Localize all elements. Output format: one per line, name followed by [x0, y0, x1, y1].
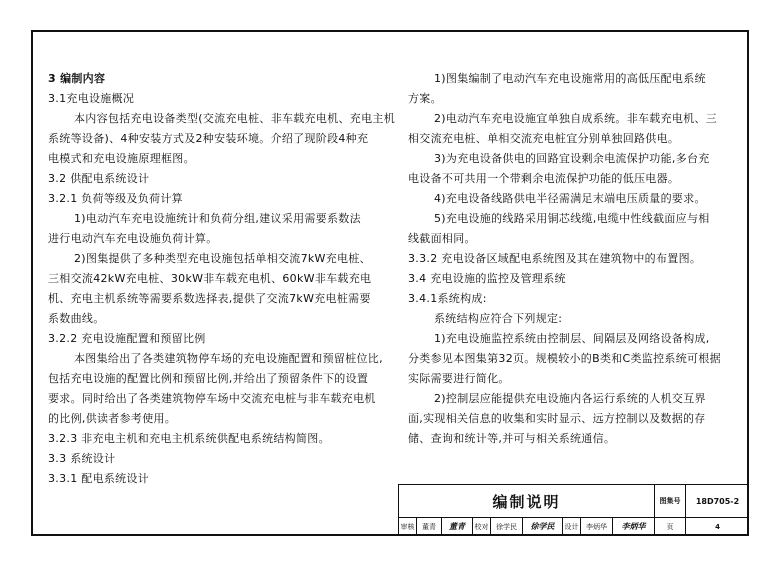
left-line: 电模式和充电设施原理框图。 [48, 152, 195, 165]
right-line: 相交流充电桩、单相交流充电桩宜分别单独回路供电。 [408, 132, 680, 145]
left-line: 3.2.2 充电设施配置和预留比例 [48, 332, 206, 345]
left-line: 系统等设备)、4种安装方式及2种安装环境。介绍了现阶段4种充 [48, 132, 369, 145]
left-line: 3.2.3 非充电主机和充电主机系统供配电系统结构简图。 [48, 432, 330, 445]
left-line: 3.2.1 负荷等级及负荷计算 [48, 192, 183, 205]
left-line: 的比例,供读者参考使用。 [48, 412, 177, 425]
right-column [408, 69, 735, 449]
left-line: 机、充电主机系统等需要系数选择表,提供了交流7kW充电桩需要 [48, 292, 371, 305]
right-line: 分类参见本图集第32页。规模较小的B类和C类监控系统可根据 [408, 352, 721, 365]
right-line: 1)充电设施监控系统由控制层、间隔层及网络设备构成, [434, 332, 710, 345]
right-text-lines [408, 69, 735, 449]
right-line: 方案。 [408, 92, 442, 105]
right-line: 3.3.2 充电设备区域配电系统图及其在建筑物中的布置图。 [408, 252, 702, 265]
right-line: 1)图集编制了电动汽车充电设施常用的高低压配电系统 [434, 72, 706, 85]
left-line: 进行电动汽车充电设施负荷计算。 [48, 232, 218, 245]
checker-name: 徐学民 [491, 518, 523, 535]
left-text-lines [48, 89, 393, 489]
left-line: 三相交流42kW充电桩、30kW非车载充电机、60kW非车载充电 [48, 272, 372, 285]
approval-row [399, 518, 749, 535]
right-line: 2)电动汽车充电设施宜单独自成系统。非车载充电机、三 [434, 112, 718, 125]
atlas-number: 18D705-2 [686, 485, 749, 518]
left-line: 本内容包括充电设备类型(交流充电桩、非车载充电机、充电主机 [74, 112, 395, 125]
right-line: 实际需要进行简化。 [408, 372, 510, 385]
left-line: 3.3 系统设计 [48, 452, 116, 465]
right-line: 线截面相同。 [408, 232, 476, 245]
right-line: 电设备不可共用一个带剩余电流保护功能的低压电器。 [408, 172, 680, 185]
checker-signature: 徐学民 [523, 518, 563, 535]
design-label: 设计 [563, 518, 581, 535]
designer-signature: 李炳华 [613, 518, 655, 535]
left-column [48, 69, 393, 489]
left-line: 系数曲线。 [48, 312, 105, 325]
title-block-title: 编制说明 [399, 485, 655, 518]
page-label: 页 [655, 518, 686, 535]
right-line: 2)控制层应能提供充电设施内各运行系统的人机交互界 [434, 392, 706, 405]
left-line: 2)图集提供了多种类型充电设施包括单相交流7kW充电桩、 [74, 252, 371, 265]
right-line: 3.4 充电设施的监控及管理系统 [408, 272, 566, 285]
reviewer-name: 董青 [417, 518, 442, 535]
designer-name: 李炳华 [581, 518, 613, 535]
left-line: 本图集给出了各类建筑物停车场的充电设施配置和预留桩位比, [74, 352, 383, 365]
right-line: 3.4.1系统构成: [408, 292, 487, 305]
section-title: 3 编制内容 [48, 72, 106, 85]
left-line: 3.2 供配电系统设计 [48, 172, 150, 185]
left-line: 1)电动汽车充电设施统计和负荷分组,建议采用需要系数法 [74, 212, 361, 225]
right-line: 5)充电设施的线路采用铜芯线缆,电缆中性线截面应与相 [434, 212, 710, 225]
left-line: 3.3.1 配电系统设计 [48, 472, 150, 485]
right-line: 储、查询和统计等,并可与相关系统通信。 [408, 432, 616, 445]
title-block [398, 484, 748, 535]
right-line: 面,实现相关信息的收集和实时显示、远方控制以及数据的存 [408, 412, 706, 425]
reviewer-signature: 董青 [442, 518, 473, 535]
review-label: 审核 [399, 518, 417, 535]
left-line: 包括充电设施的配置比例和预留比例,并给出了预留条件下的设置 [48, 372, 369, 385]
page-number: 4 [715, 522, 720, 531]
right-line: 3)为充电设备供电的回路宜设剩余电流保护功能,多台充 [434, 152, 710, 165]
left-line: 3.1充电设施概况 [48, 92, 135, 105]
check-label: 校对 [473, 518, 491, 535]
right-line: 系统结构应符合下列规定: [434, 312, 563, 325]
atlas-number-label: 图集号 [655, 485, 686, 518]
left-line: 要求。同时给出了各类建筑物停车场中交流充电桩与非车载充电机 [48, 392, 376, 405]
right-line: 4)充电设备线路供电半径需满足末端电压质量的要求。 [434, 192, 706, 205]
